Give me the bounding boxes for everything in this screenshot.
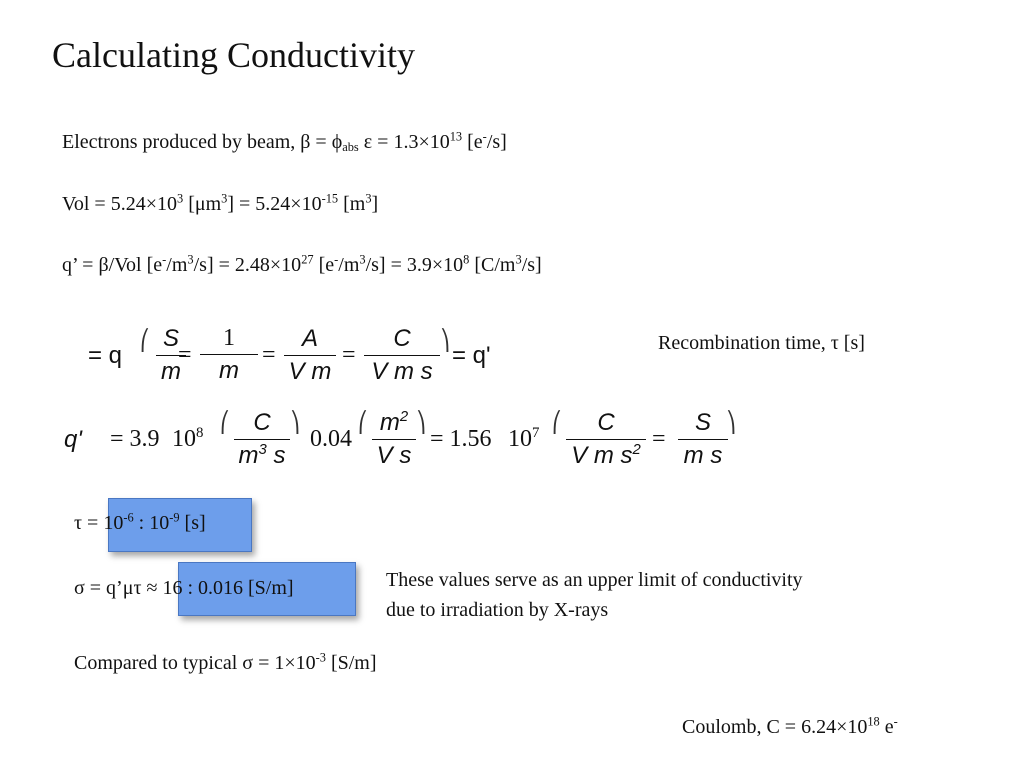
eq1-open-bracket: ⎛ bbox=[140, 328, 150, 352]
eq1-equals-2: = bbox=[262, 342, 276, 368]
eq1-close-bracket: ⎞ bbox=[440, 328, 450, 352]
eq2-power-2: $10^7$ bbox=[508, 425, 540, 452]
eq2-bracket-3-close: ⎞ bbox=[726, 410, 736, 434]
electrons-line: Electrons produced by beam, $\beta = \phi_{abs}$ $\varepsilon = 1.3\times 10^{13}$ [e-/s] bbox=[62, 129, 507, 155]
eq2-bracket-2-close: ⎞ bbox=[416, 410, 426, 434]
volume-line: Vol = $5.24\times 10^3$ $[\mu m^3] = 5.24\times 10^{-15}$ $[m^3]$ bbox=[62, 191, 379, 215]
eq1-fraction-s-m: S m bbox=[156, 325, 186, 386]
eq2-equals: = bbox=[652, 426, 666, 452]
page-title: Calculating Conductivity bbox=[52, 35, 415, 75]
eq1-equals-3: = bbox=[342, 342, 356, 368]
eq2-fraction-c-vms2: C V m $s^2$ bbox=[566, 409, 646, 470]
eq2-coef-1: = 3.9 bbox=[110, 426, 160, 452]
eq2-lhs: q' bbox=[64, 426, 82, 453]
eq2-fraction-m2-vs: $m^2$ V s bbox=[372, 409, 416, 470]
upper-limit-note bbox=[386, 565, 803, 625]
eq2-coef-3: = 1.56 bbox=[430, 426, 492, 452]
eq2-bracket-3-open: ⎛ bbox=[552, 410, 562, 434]
eq1-equals-1: = bbox=[178, 342, 192, 368]
q-prime-line: q’ = β/Vol $[e^-/m^3/s] = 2.48\times 10^{27}$ $[e^-/m^3/s] = 3.9\times 10^8$ $[C/m^3/s]$ bbox=[62, 252, 542, 276]
recombination-label: Recombination time, τ [s] bbox=[658, 332, 865, 354]
eq1-fraction-a-vm: A V m bbox=[284, 325, 336, 386]
eq1-lhs: = q bbox=[88, 342, 123, 369]
eq2-coef-2: 0.04 bbox=[310, 426, 352, 452]
eq2-bracket-1-open: ⎛ bbox=[220, 410, 230, 434]
eq2-bracket-1-close: ⎞ bbox=[290, 410, 300, 434]
eq1-fraction-c-vms: C V m s bbox=[364, 325, 440, 386]
eq2-power-1: $10^8$ bbox=[172, 425, 204, 452]
eq1-tail: = q' bbox=[452, 342, 491, 369]
sigma-line: σ = q’μτ ≈ 16 : 0.016 [S/m] bbox=[74, 577, 294, 599]
compared-line: Compared to typical $\sigma = 1\times 10^{-3}$ [S/m] bbox=[74, 650, 377, 674]
note-line-2: due to irradiation by X-rays bbox=[386, 599, 609, 621]
tau-line: $\tau = 10^{-6}$ : $10^{-9}$ [s] bbox=[74, 510, 206, 534]
coulomb-line: Coulomb, $C = 6.24\times 10^{18}$ e- bbox=[682, 714, 898, 738]
eq2-fraction-c-m3s: C $m^3$ s bbox=[234, 409, 290, 470]
eq1-fraction-1-m: 1 m bbox=[200, 325, 258, 385]
eq2-bracket-2-open: ⎛ bbox=[358, 410, 368, 434]
note-line-1: These values serve as an upper limit of conductivity bbox=[386, 569, 803, 591]
eq2-fraction-s-ms: S m s bbox=[678, 409, 728, 470]
